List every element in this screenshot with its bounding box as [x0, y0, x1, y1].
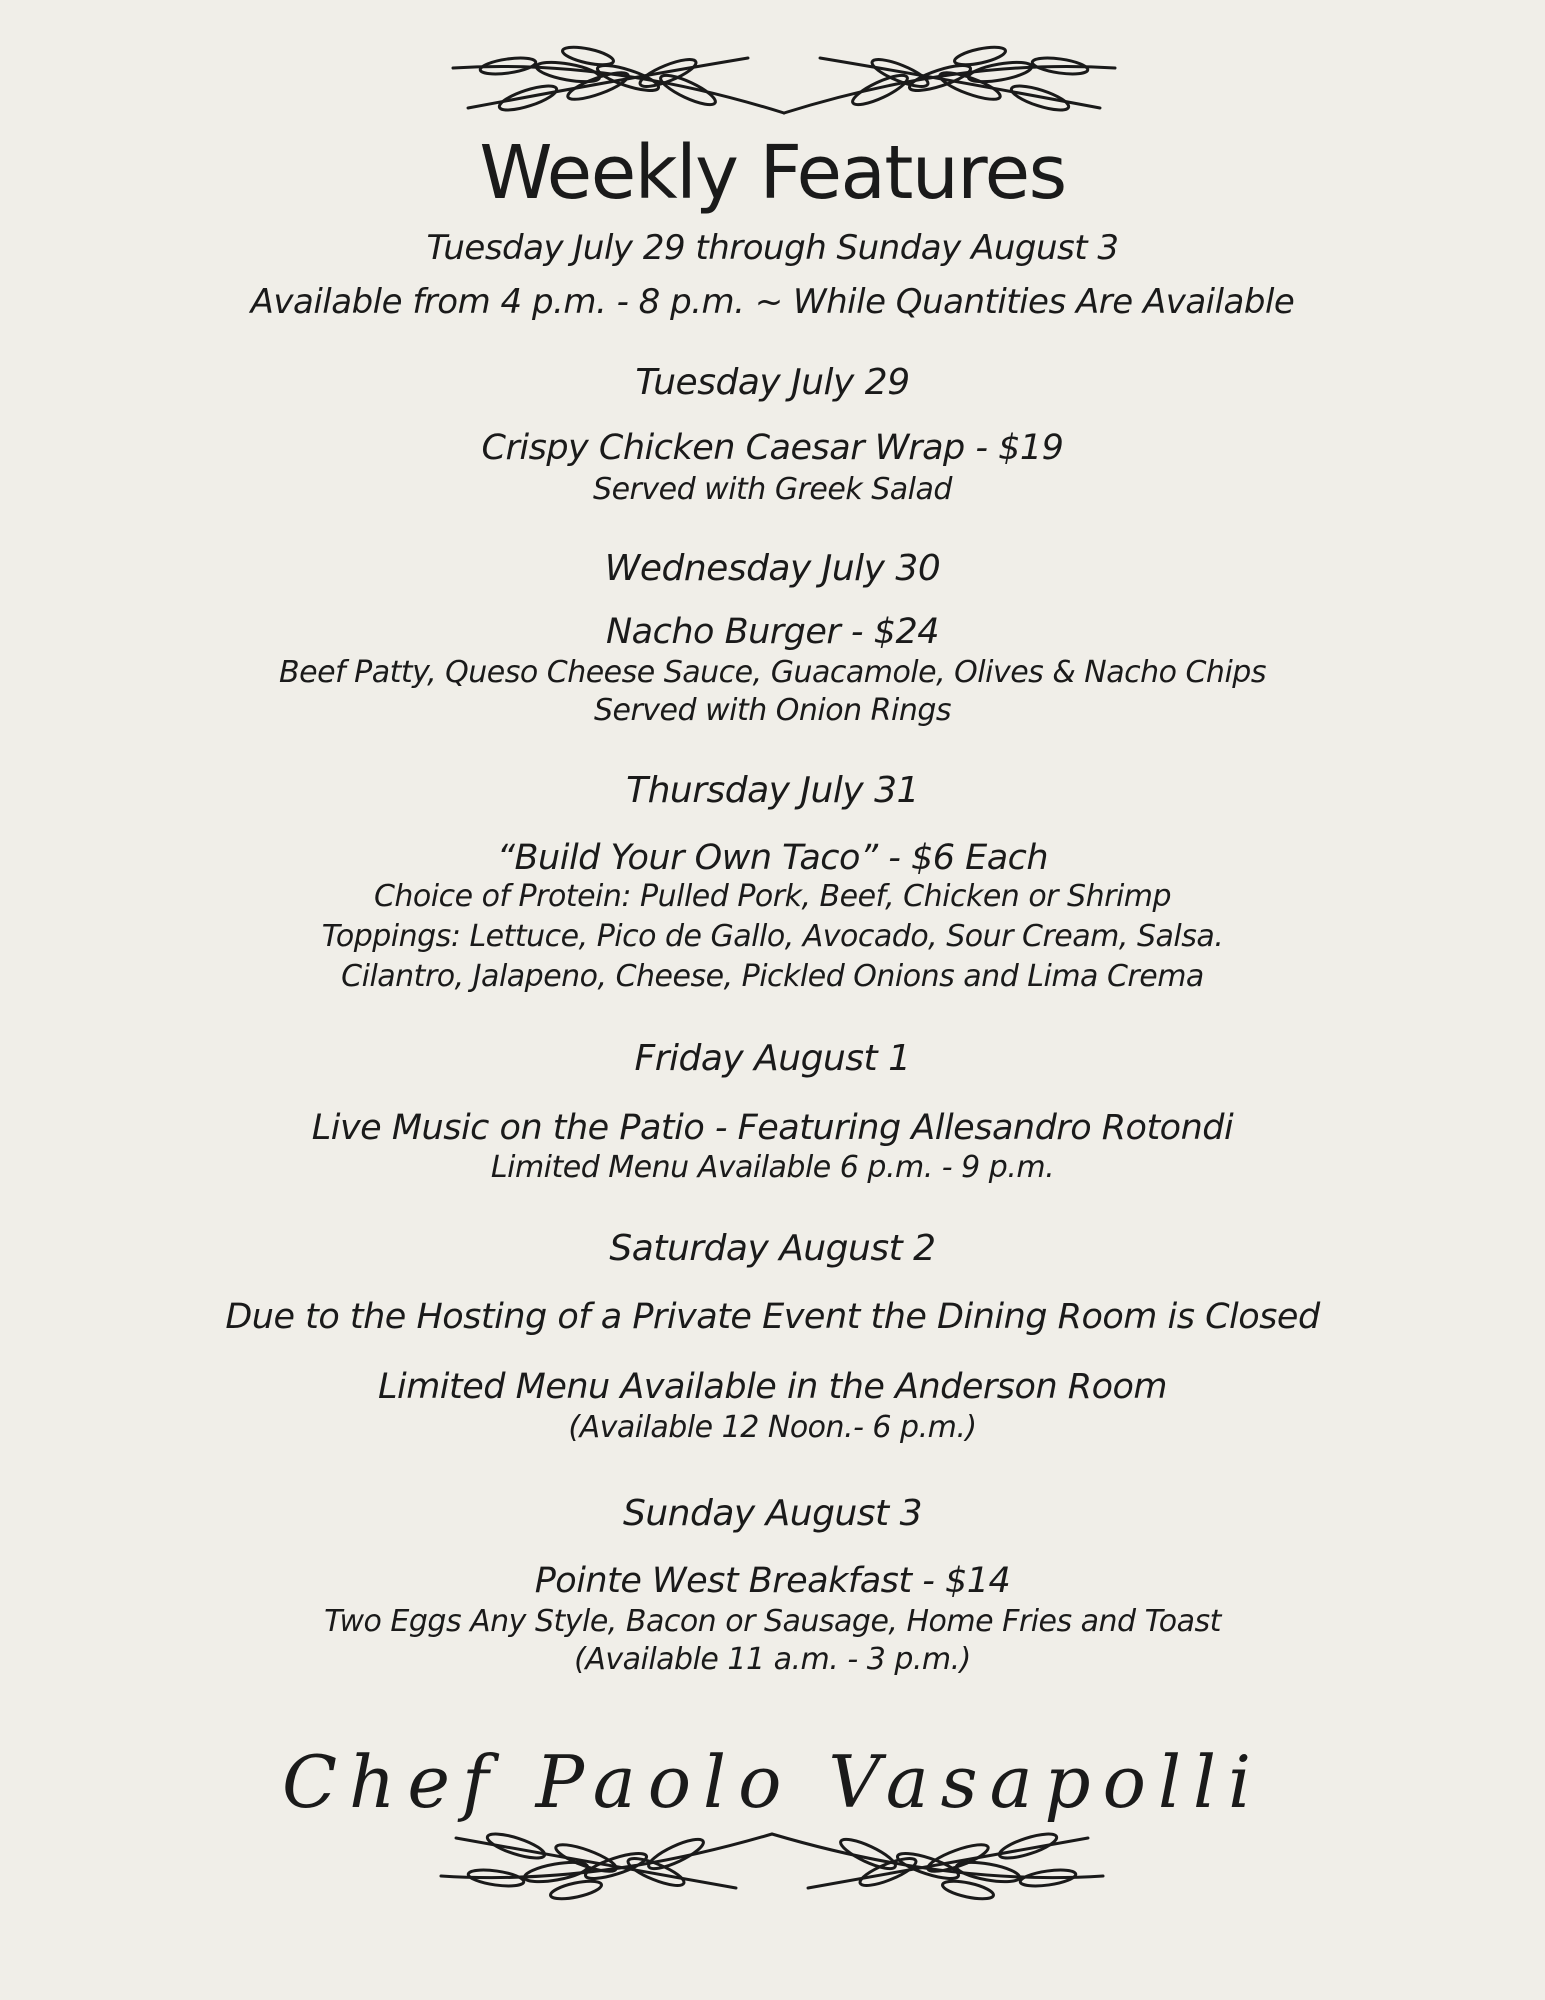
feature-detail: Choice of Protein: Pulled Pork, Beef, Chicken or Shrimp	[373, 879, 1172, 914]
feature-detail: Served with Greek Salad	[593, 472, 952, 507]
feature-item: Limited Menu Available in the Anderson Room	[377, 1367, 1168, 1407]
date-range: Tuesday July 29 through Sunday August 3	[426, 228, 1119, 268]
feature-detail: Toppings: Lettuce, Pico de Gallo, Avocado, Sour Cream, Salsa.	[321, 919, 1224, 954]
feature-item: Live Music on the Patio - Featuring Allesandro Rotondi	[311, 1108, 1234, 1148]
feature-detail: Two Eggs Any Style, Bacon or Sausage, Home Fries and Toast	[324, 1604, 1221, 1639]
feature-detail: Limited Menu Available 6 p.m. - 9 p.m.	[490, 1150, 1055, 1185]
page-title: Weekly Features	[479, 130, 1066, 216]
day-heading: Tuesday July 29	[635, 362, 910, 403]
feature-item: Due to the Hosting of a Private Event the Dining Room is Closed	[225, 1297, 1320, 1337]
feature-item: Pointe West Breakfast - $14	[534, 1561, 1011, 1601]
feature-detail: Served with Onion Rings	[593, 693, 952, 728]
day-heading: Friday August 1	[634, 1038, 911, 1079]
feature-detail: (Available 12 Noon.- 6 p.m.)	[568, 1410, 977, 1445]
chef-signature: Chef Paolo Vasapolli	[281, 1740, 1264, 1824]
day-heading: Saturday August 2	[609, 1228, 936, 1269]
day-heading: Sunday August 3	[623, 1493, 922, 1534]
feature-detail: Cilantro, Jalapeno, Cheese, Pickled Onions and Lima Crema	[341, 959, 1204, 994]
day-heading: Wednesday July 30	[604, 548, 941, 589]
feature-item: Nacho Burger - $24	[605, 612, 939, 652]
feature-detail: Beef Patty, Queso Cheese Sauce, Guacamole, Olives & Nacho Chips	[279, 655, 1266, 690]
feature-item: “Build Your Own Taco” - $6 Each	[496, 838, 1049, 878]
feature-detail: (Available 11 a.m. - 3 p.m.)	[574, 1642, 971, 1677]
feature-item: Crispy Chicken Caesar Wrap - $19	[481, 428, 1064, 468]
laurel-branch-icon	[436, 1826, 1108, 1906]
laurel-branch-icon	[448, 38, 1120, 118]
day-heading: Thursday July 31	[626, 770, 919, 811]
availability-note: Available from 4 p.m. - 8 p.m. ~ While Quantities Are Available	[250, 282, 1295, 322]
